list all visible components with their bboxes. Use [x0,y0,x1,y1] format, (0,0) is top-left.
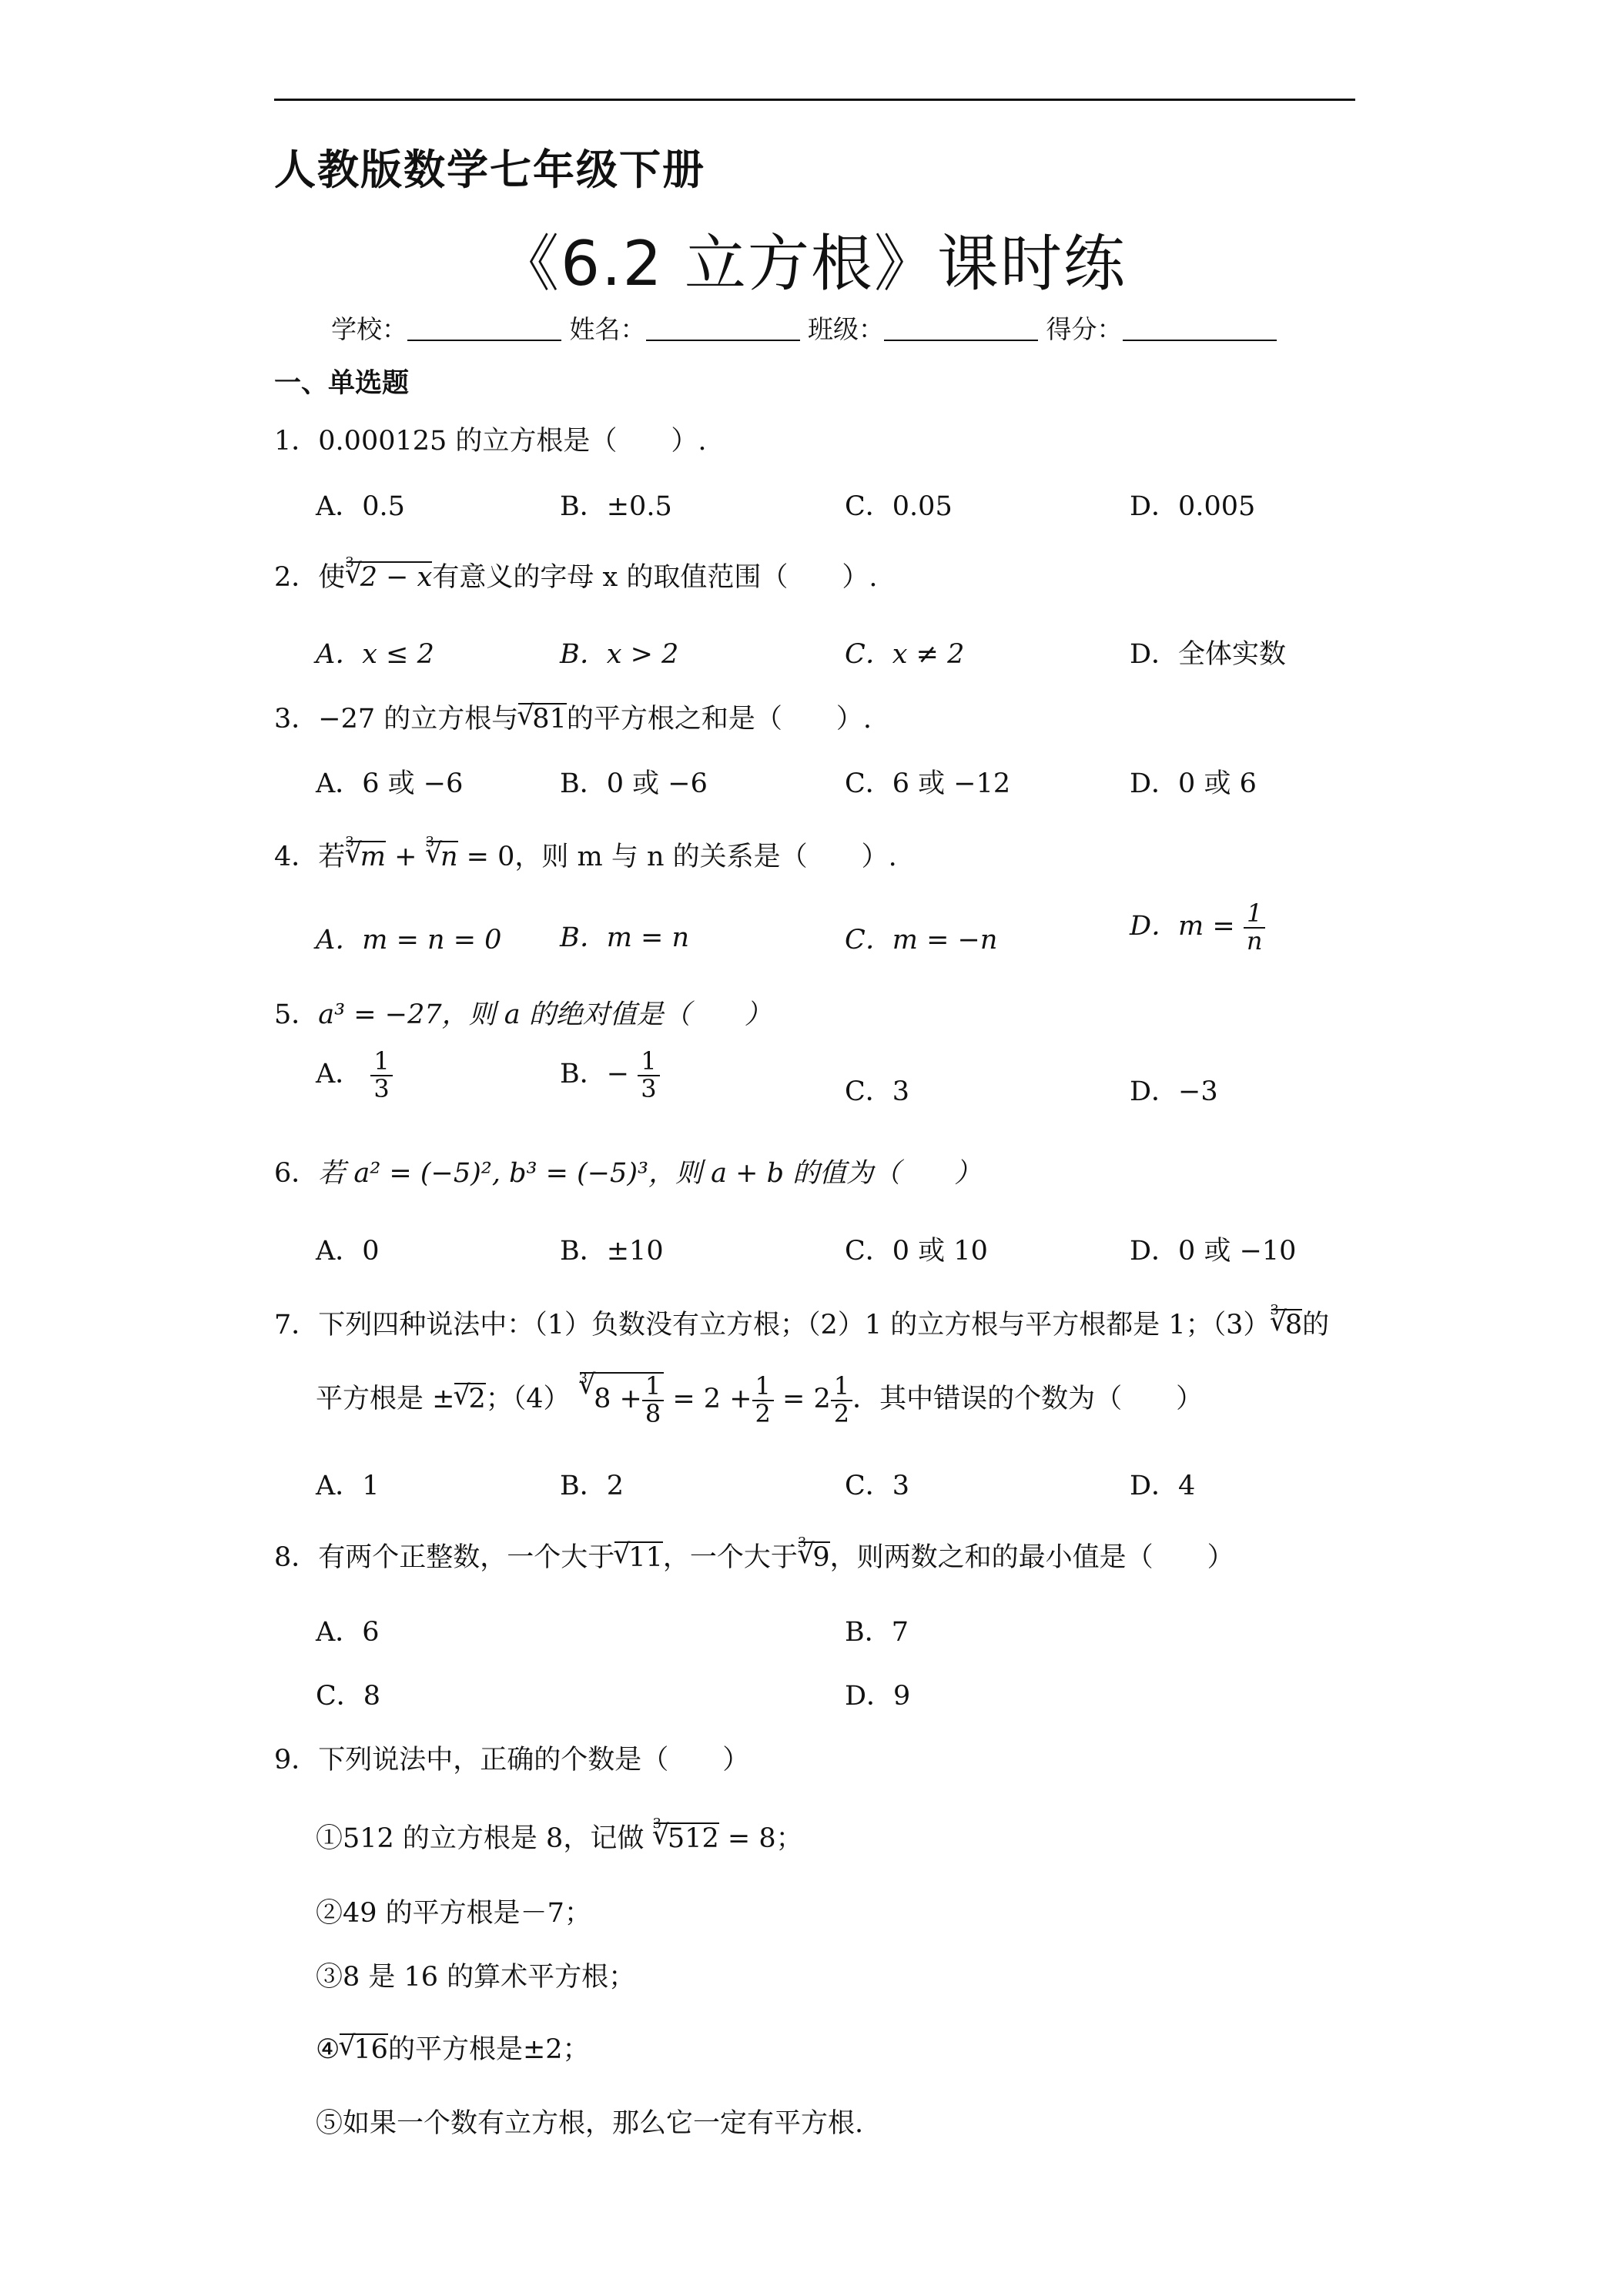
fraction-one-half [831,1371,852,1428]
name-blank[interactable] [646,316,800,341]
question-text: 下列说法中，正确的个数是（ ） [318,1745,750,1776]
denominator: 2 [833,1398,850,1428]
q9-statement-2: ②49 的平方根是－7； [316,1898,591,1929]
numerator: 1 [1244,901,1266,929]
q8-option-a[interactable]: A．6 [316,1617,380,1648]
numerator: 1 [752,1374,774,1401]
q1-option-c[interactable]: C．0.05 [845,491,953,522]
name-label: 姓名： [569,314,646,344]
question-number: 5． [274,999,319,1030]
fraction-one-third [638,1046,659,1103]
question-8 [274,1536,1234,1575]
score-blank[interactable] [1123,316,1277,341]
question-4: 4．若$^3$√ m + $^3$√ n = 0，则 m 与 n 的关系是（ ）. [274,835,897,874]
cube-root-index: 3 [345,554,354,571]
question-number: 4． [274,842,319,872]
denominator: n [1246,925,1263,956]
cube-root-512: √ 512 [654,1822,719,1854]
question-9 [274,1739,749,1777]
question-number: 3． [274,704,319,735]
question-text: 使 [318,562,346,593]
question-number: 6． [274,1158,319,1189]
question-7-line-1 [274,1304,1329,1342]
cube-root-index: 3 [345,834,354,850]
question-number: 9． [274,1745,319,1776]
question-text: ，一个大于 [662,1542,798,1573]
q6-option-c[interactable]: C．0 或 10 [845,1236,988,1267]
statement-text: ④ [316,2034,340,2065]
question-text: ．其中错误的个数为（ ） [852,1384,1204,1415]
cube-root-8: √ 8 [1271,1309,1302,1340]
q2-option-a[interactable]: A．x ≤ 2 [316,639,434,670]
numerator: 1 [370,1049,392,1076]
q2-option-b[interactable]: B．x > 2 [560,639,679,670]
q3-option-b[interactable]: B．0 或 −6 [560,768,708,799]
question-2 [274,556,877,594]
question-text: 平方根是 ± [316,1384,455,1415]
question-number: 1． [274,426,319,457]
q3-option-c[interactable]: C．6 或 −12 [845,768,1011,799]
q5-option-a[interactable] [316,1046,393,1103]
question-text: 下列四种说法中：（1）负数没有立方根；（2）1 的立方根与平方根都是 1；（3） [318,1310,1271,1340]
fraction-one-third [370,1046,392,1103]
expression-text: 8 + [594,1384,642,1415]
q1-option-a[interactable]: A．0.5 [316,491,405,522]
denominator: 8 [645,1398,661,1428]
statement-text: 的平方根是±2； [387,2034,590,2065]
question-text: 若 [318,842,346,872]
expression-text: = 2 [782,1384,831,1415]
cube-root-9: √ 9 [799,1541,829,1573]
fraction-one-eighth [642,1371,664,1428]
q9-statement-3: ③8 是 16 的算术平方根； [316,1962,636,1993]
cube-root-index: 3 [797,1535,807,1551]
q1-option-b[interactable]: B．±0.5 [560,491,672,522]
numerator: 1 [638,1049,659,1076]
fraction-1-over-n [1244,901,1266,954]
question-7-line-2 [316,1372,1203,1427]
question-text: 的平方根之和是（ ）. [566,704,872,735]
q2-option-c[interactable]: C．x ≠ 2 [845,639,965,670]
cube-root-n: √ n [427,841,458,872]
q6-option-d[interactable]: D．0 或 −10 [1130,1236,1297,1267]
question-text: 若 a² = (−5)², b³ = (−5)³，则 a + b 的值为（ ） [318,1158,982,1189]
q4-option-d[interactable] [1130,901,1265,954]
question-number: 7． [274,1310,319,1340]
question-text: ，则两数之和的最小值是（ ） [829,1542,1234,1573]
q8-option-d[interactable]: D．9 [845,1681,911,1712]
numerator: 1 [831,1374,852,1401]
q2-option-d[interactable]: D．全体实数 [1130,639,1287,670]
question-text: 有两个正整数，一个大于 [318,1542,615,1573]
q5-option-b[interactable] [560,1046,660,1103]
lesson-title: 《6.2 立方根》课时练 [497,228,1127,300]
question-text: a³ = −27，则 a 的绝对值是（ ） [318,999,772,1030]
question-number: 2． [274,562,319,593]
q4-option-c[interactable]: C．m = −n [845,925,998,956]
q6-option-a[interactable]: A．0 [316,1236,380,1267]
question-text: ，则 m 与 n 的关系是（ ）. [514,842,897,872]
square-root-expression: √ 81 [518,703,567,735]
cube-root-index: 3 [652,1816,661,1832]
q8-option-b[interactable]: B．7 [845,1617,909,1648]
option-label: B．− [560,1059,630,1090]
q5-option-d[interactable]: D．−3 [1130,1076,1218,1107]
q3-option-a[interactable]: A．6 或 −6 [316,768,464,799]
square-root-11: √ 11 [614,1541,663,1573]
q4-option-a[interactable]: A．m = n = 0 [316,925,502,956]
question-number: 8． [274,1542,319,1573]
q7-option-b[interactable]: B．2 [560,1471,624,1501]
denominator: 3 [641,1073,657,1103]
question-text: 的 [1302,1310,1330,1340]
cube-root-index: 3 [1270,1302,1279,1318]
question-6 [274,1152,981,1190]
cube-root-m: √ m [347,841,386,872]
q9-statement-5: ⑤如果一个数有立方根，那么它一定有平方根. [316,2108,864,2139]
fraction-one-half [752,1371,774,1428]
square-root-16: √ 16 [340,2033,388,2065]
q1-option-d[interactable]: D．0.005 [1130,491,1256,522]
question-text: 有意义的字母 x 的取值范围（ ）. [432,562,878,593]
q7-option-a[interactable]: A．1 [316,1471,380,1501]
option-label: A． [316,1059,363,1090]
question-5 [274,993,772,1032]
q7-option-c[interactable]: C．3 [845,1471,910,1501]
statement-text: = 8； [727,1823,803,1854]
q8-option-c[interactable]: C．8 [316,1681,381,1712]
school-blank[interactable] [407,316,561,341]
q9-statement-1 [316,1817,803,1856]
book-title: 人教版数学七年级下册 [274,146,705,194]
class-blank[interactable] [884,316,1038,341]
question-3 [274,698,872,736]
q5-option-c[interactable]: C．3 [845,1076,910,1107]
score-label: 得分： [1046,314,1123,344]
square-root-2: √ 2 [454,1383,485,1414]
cube-root-expression: √ 2 − x [347,561,433,593]
question-text: 0.000125 的立方根是（ ）. [318,426,707,457]
class-label: 班级： [808,314,884,344]
cube-root-index: 3 [578,1371,588,1387]
expression-text: = 2 + [672,1384,752,1415]
section-heading: 一、单选题 [274,368,410,399]
denominator: 2 [755,1398,771,1428]
option-label: D．m = [1130,911,1235,942]
info-fields [331,310,1277,346]
question-text: −27 的立方根与 [318,704,519,735]
numerator: 1 [642,1374,664,1401]
school-label: 学校： [331,314,407,344]
q9-statement-4 [316,2028,590,2067]
cube-root-index: 3 [425,834,434,850]
q4-option-b[interactable]: B．m = n [560,922,690,953]
q7-option-d[interactable]: D．4 [1130,1471,1196,1501]
top-rule [274,99,1355,101]
equation-rhs: = 0 [466,842,515,872]
statement-text: ①512 的立方根是 8，记做 [316,1823,645,1854]
q6-option-b[interactable]: B．±10 [560,1236,664,1267]
denominator: 3 [373,1073,390,1103]
question-1 [274,420,707,458]
question-text: ；（4） [485,1384,571,1415]
q3-option-d[interactable]: D．0 或 6 [1130,768,1257,799]
cube-root-mixed [580,1372,664,1427]
